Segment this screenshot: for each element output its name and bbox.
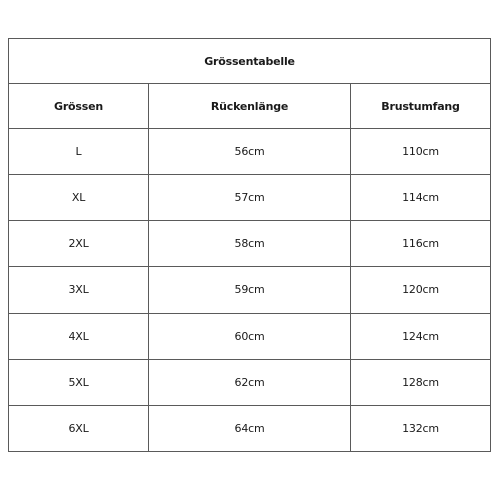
back-length-cell: 57cm — [149, 175, 351, 221]
table-row — [9, 405, 491, 451]
table-row — [9, 313, 491, 359]
size-cell: 5XL — [9, 359, 149, 405]
chest-cell: 120cm — [351, 267, 491, 313]
back-length-cell: 64cm — [149, 405, 351, 451]
size-chart-table — [8, 38, 491, 452]
chest-cell: 114cm — [351, 175, 491, 221]
back-length-cell: 59cm — [149, 267, 351, 313]
column-header-chest: Brustumfang — [351, 84, 491, 129]
size-cell: XL — [9, 175, 149, 221]
chest-cell: 110cm — [351, 129, 491, 175]
table-header-row — [9, 84, 491, 129]
back-length-cell: 58cm — [149, 221, 351, 267]
chest-cell: 132cm — [351, 405, 491, 451]
back-length-cell: 56cm — [149, 129, 351, 175]
size-cell: L — [9, 129, 149, 175]
table-row — [9, 221, 491, 267]
size-cell: 4XL — [9, 313, 149, 359]
table-title-row — [9, 39, 491, 84]
size-cell: 2XL — [9, 221, 149, 267]
table-row — [9, 267, 491, 313]
back-length-cell: 60cm — [149, 313, 351, 359]
table-row — [9, 129, 491, 175]
column-header-size: Grössen — [9, 84, 149, 129]
chest-cell: 128cm — [351, 359, 491, 405]
size-cell: 6XL — [9, 405, 149, 451]
column-header-back-length: Rückenlänge — [149, 84, 351, 129]
back-length-cell: 62cm — [149, 359, 351, 405]
chest-cell: 116cm — [351, 221, 491, 267]
table-row — [9, 175, 491, 221]
table-row — [9, 359, 491, 405]
table-title: Grössentabelle — [9, 39, 491, 84]
chest-cell: 124cm — [351, 313, 491, 359]
size-cell: 3XL — [9, 267, 149, 313]
